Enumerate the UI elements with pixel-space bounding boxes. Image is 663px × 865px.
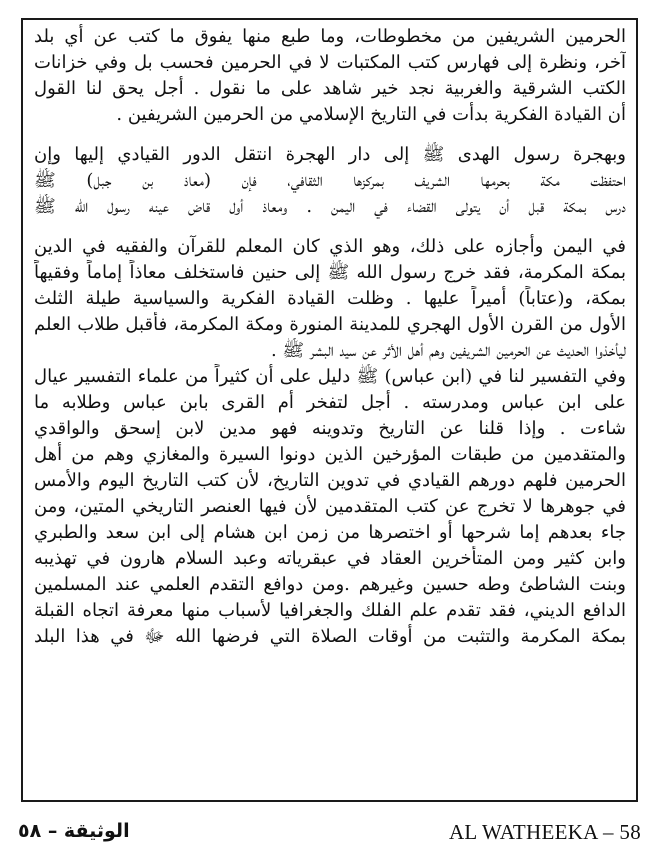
article-body — [34, 24, 626, 650]
text-line: جاء بعدهم إما شرحها أو اختصرها من زمن ابن هشام إلى ابن سعد والطبري — [34, 522, 626, 543]
text-line: والمتقدمين من طبقات المؤرخين الذين دونوا السيرة والمغازي وهم من أهل — [34, 444, 626, 465]
text-line: بمكة، و(عتاباً) أميراً عليها . وظلت القيادة الفكرية والسياسية طيلة الثلث — [34, 288, 626, 309]
text-line: في اليمن وأجازه على ذلك، وهو الذي كان المعلم للقرآن والفقيه في الدين — [34, 236, 626, 257]
text-line: درس بمكة قبل أن يتولى القضاء في اليمن . ومعاذ أول قاض عينه رسول الله ﷺ — [34, 196, 626, 217]
text-line: آخر، ونظرة إلى فهارس كتب المكتبات لا في الحرمين فحسب بل وفي خزانات — [34, 52, 626, 73]
text-line: وفي التفسير لنا في (ابن عباس) ﷺ دليل على أن كثيراً من علماء التفسير عيال — [34, 366, 626, 387]
text-line: بمكة المكرمة، فقد خرج رسول الله ﷺ إلى حنين فاستخلف معاذاً إماماً وفقيهاً — [34, 262, 626, 283]
text-line: على ابن عباس ومدرسته . أجل لتفخر أم القرى بابن عباس وطلابه ما — [34, 392, 626, 413]
text-line: شاءت . وإذا قلنا عن التاريخ وتدوينه فهو مدين لابن إسحق والواقدي — [34, 418, 626, 439]
text-line: الدافع الديني، فقد تقدم علم الفلك والجغرافيا لأسباب منها معرفة اتجاه القبلة — [34, 600, 626, 621]
text-line: الحرمين الشريفين من مخطوطات، وما طبع منها يفوق ما كتب عن أي بلد — [34, 26, 626, 47]
page-footer — [0, 816, 663, 856]
paragraph-gap — [34, 128, 626, 142]
text-line: أن القيادة الفكرية بدأت في التاريخ الإسلامي من الحرمين الشريفين . — [116, 104, 626, 125]
page-label-arabic: الوثيقة – ٥٨ — [18, 820, 130, 842]
paragraph-gap — [34, 220, 626, 234]
page-label-english: AL WATHEEKA – 58 — [448, 820, 641, 844]
text-line: في جوهرها لا تخرج عن كتب المتقدمين لأن فيها العنصر التاريخي المتين، ومن — [34, 496, 626, 517]
text-line: الكتب الشرقية والغربية نجد خير شاهد على ما نقول . أجل يحق لنا القول — [34, 78, 626, 99]
text-line: الأول من القرن الأول الهجري للمدينة المنورة ومكة المكرمة، فأقبل طلاب العلم — [34, 314, 626, 335]
text-line: ليأخذوا الحديث عن الحرمين الشريفين وهم أهل الأثر عن سيد البشر ﷺ . — [270, 340, 626, 361]
text-line: وبنت الشاطئ وطه حسين وغيرهم .ومن دوافع التقدم العلمي عند المسلمين — [34, 574, 626, 595]
text-line: وبهجرة رسول الهدى ﷺ إلى دار الهجرة انتقل الدور القيادي إليها وإن — [34, 144, 626, 165]
text-line: وابن كثير ومن المتأخرين العقاد في عبقرياته وعبد السلام هارون في تهذيبه — [34, 548, 626, 569]
text-line: الحرمين فلهم دورهم القيادي في تدوين التاريخ، لأن كتب التاريخ اليوم والأمس — [34, 470, 626, 491]
text-line: احتفظت مكة بحرمها الشريف بمركزها الثقافي، فإن (معاذ بن جبل) ﷺ — [34, 170, 626, 191]
text-line: بمكة المكرمة والتثبت من أوقات الصلاة التي فرضها الله ﷻ في هذا البلد — [34, 626, 626, 647]
